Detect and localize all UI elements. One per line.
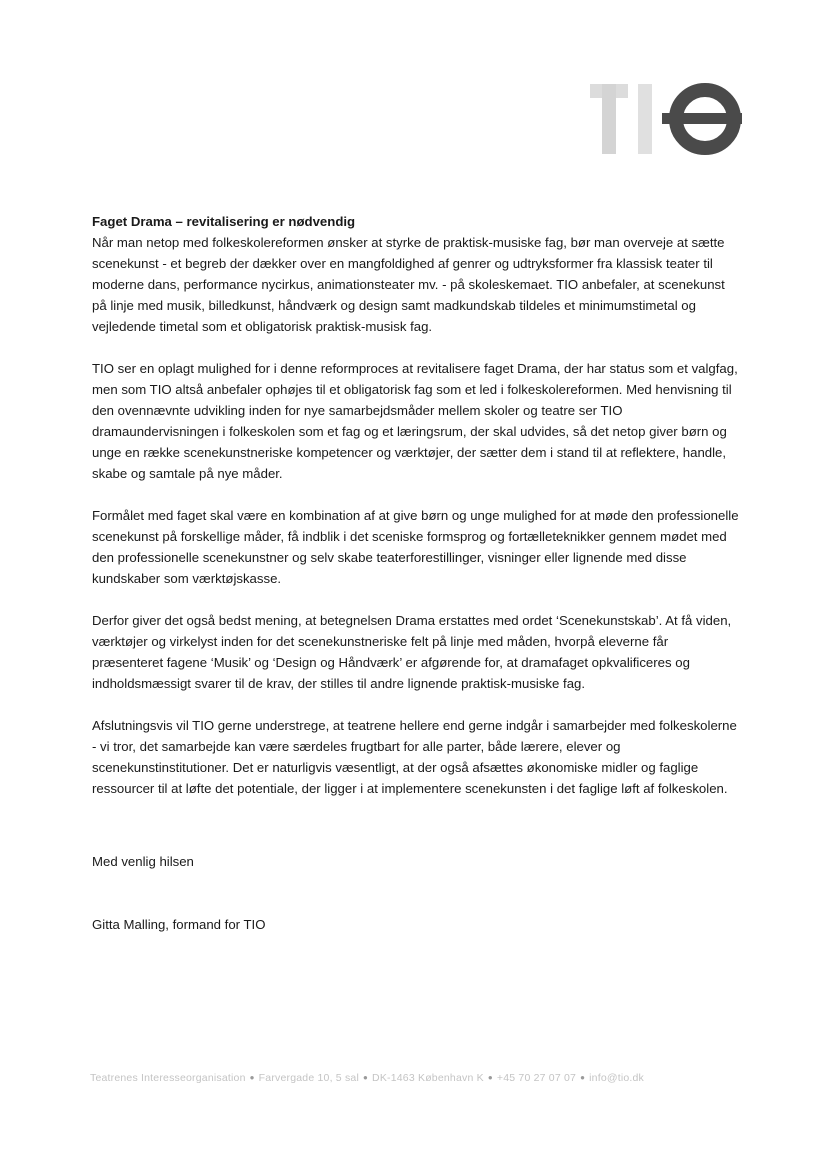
footer-separator: ● bbox=[362, 1073, 369, 1082]
footer-city: DK-1463 København K bbox=[372, 1072, 484, 1084]
signature-line: Gitta Malling, formand for TIO bbox=[92, 917, 266, 932]
footer-address: Farvergade 10, 5 sal bbox=[258, 1072, 359, 1084]
footer-organisation: Teatrenes Interesseorganisation bbox=[90, 1072, 246, 1084]
tio-logo-mark bbox=[590, 82, 742, 156]
paragraph-2: TIO ser en oplagt mulighed for i denne reformproces at revitalisere faget Drama, der har status som et valgfag, men som TIO altså anbefaler ophøjes til et obligatorisk fag som et led i folkeskolereformen. Med henvisning til den ovennævnte udvikling inden for nye samarbejdsmåder mellem skoler og teatre ser TIO dramaundervisningen i folkeskolen som et fag og et læringsrum, der skal udvides, så det netop giver børn og unge en række scenekunstneriske kompetencer og værktøjer, der sætter dem i stand til at reflektere, handle, skabe og samtale på nye måder. bbox=[92, 361, 738, 481]
logo-text bbox=[742, 82, 743, 83]
closing-salutation: Med venlig hilsen bbox=[92, 854, 194, 869]
footer-separator: ● bbox=[580, 1073, 586, 1082]
paragraph-3: Formålet med faget skal være en kombination af at give børn og unge mulighed for at møde den professionelle scenekunst på forskellige måder, få indblik i det sceniske formsprog og fortælleteknikker gennem mødet med den professionelle scenekunstner og selv skabe teaterforestillinger, visninger eller lignende med disse kundskaber som værktøjskasse. bbox=[92, 508, 739, 586]
letter-body bbox=[92, 211, 742, 820]
footer-separator: ● bbox=[249, 1073, 255, 1082]
paragraph-1: Når man netop med folkeskolereformen ønsker at styrke de praktisk-musiske fag, bør man overveje at sætte scenekunst - et begreb der dækker over en mangfoldighed af genrer og udtryksformer fra klassisk teater til moderne dans, performance nycirkus, animationsteater mv. - på skoleskemaet. TIO anbefaler, at scenekunst på linje med musik, billedkunst, håndværk og design samt madkundskab tildeles et minimumstimetal og vejledende timetal som et obligatorisk praktisk-musisk fag. bbox=[92, 235, 725, 334]
footer-email: info@tio.dk bbox=[589, 1072, 645, 1084]
tio-logo bbox=[590, 82, 742, 156]
footer-separator: ● bbox=[487, 1073, 493, 1082]
paragraph-4: Derfor giver det også bedst mening, at betegnelsen Drama erstattes med ordet ‘Scenekunstskab’. At få viden, værktøjer og virkelyst inden for det scenekunstneriske felt på linje med måden, hvorpå eleverne får præsenteret fagene ‘Musik’ og ‘Design og Håndværk’ er afgørende for, at dramafaget opkvalificeres og indholdsmæssigt svarer til de krav, der stilles til andre lignende praktisk-musiske fag. bbox=[92, 613, 732, 691]
footer-phone: +45 70 27 07 07 bbox=[496, 1072, 577, 1084]
section-heading: Faget Drama – revitalisering er nødvendig bbox=[92, 214, 356, 229]
paragraph-5: Afslutningsvis vil TIO gerne understrege, at teatrene hellere end gerne indgår i samarbejder med folkeskolerne - vi tror, det samarbejde kan være særdeles frugtbart for alle parter, både lærere, elever og scenekunstinstitutioner. Det er naturligvis væsentligt, at der også afsættes økonomiske midler og faglige ressourcer til at løfte det potentiale, der ligger i at implementere scenekunsten i det faglige løft af folkeskolen. bbox=[92, 718, 737, 796]
page-footer bbox=[90, 1072, 740, 1084]
